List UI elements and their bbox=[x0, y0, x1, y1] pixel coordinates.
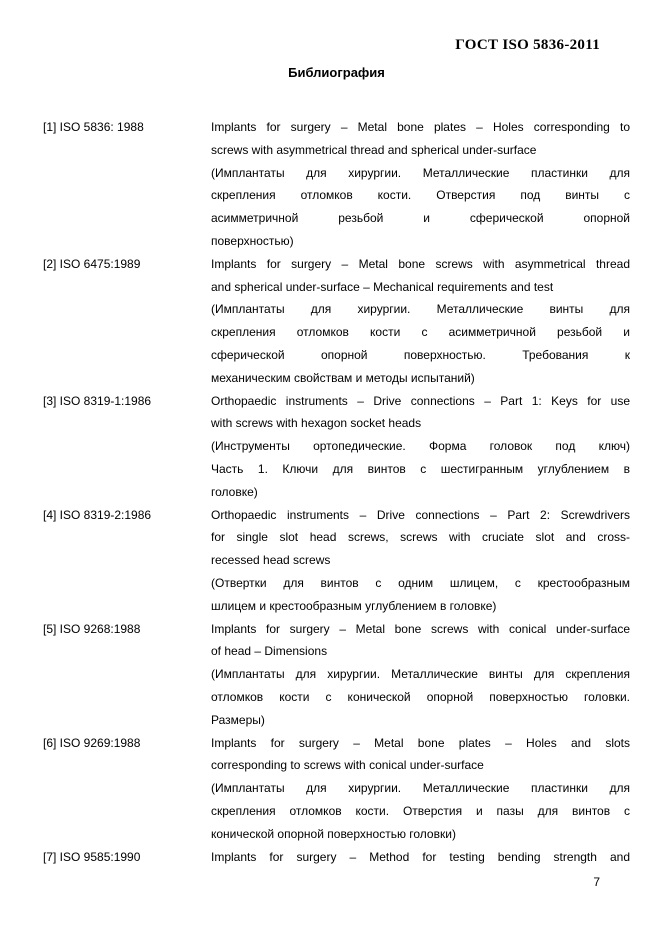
reference-entry bbox=[43, 390, 630, 504]
text-line: скрепления отломков кости. Отверстия под винты с bbox=[211, 188, 630, 203]
reference-label: [5] ISO 9268:1988 bbox=[43, 621, 141, 636]
reference-entry bbox=[43, 732, 630, 846]
reference-description bbox=[211, 732, 630, 846]
text-line: отломков кости с конической опорной поверхностью головки. bbox=[211, 689, 630, 704]
reference-label: [3] ISO 8319-1:1986 bbox=[43, 393, 152, 408]
text-line: поверхностью) bbox=[211, 233, 294, 248]
text-line: Orthopaedic instruments – Drive connections – Part 1: Keys for use bbox=[211, 393, 630, 408]
text-line: recessed head screws bbox=[211, 553, 331, 568]
reference-label: [7] ISO 9585:1990 bbox=[43, 849, 141, 864]
reference-entry bbox=[43, 504, 630, 618]
reference-title-ru bbox=[211, 298, 630, 389]
text-line: (Имплантаты для хирургии. Металлические винты для скрепления bbox=[211, 667, 630, 682]
reference-entry bbox=[43, 116, 630, 253]
text-line: (Инструменты ортопедические. Форма головок под ключ) bbox=[211, 439, 630, 454]
text-line: for single slot head screws, screws with cruciate slot and cross- bbox=[211, 530, 630, 545]
text-line: (Отвертки для винтов с одним шлицем, с крестообразным bbox=[211, 575, 630, 590]
text-line: (Имплантаты для хирургии. Металлические пластинки для bbox=[211, 781, 630, 796]
reference-description bbox=[211, 618, 630, 732]
reference-description bbox=[211, 846, 630, 869]
reference-title-en bbox=[211, 846, 630, 869]
reference-description bbox=[211, 390, 630, 504]
reference-label: [1] ISO 5836: 1988 bbox=[43, 120, 144, 134]
reference-description bbox=[211, 253, 630, 390]
page-number: 7 bbox=[593, 875, 600, 889]
bibliography-list bbox=[43, 116, 630, 868]
reference-title-en bbox=[211, 618, 630, 664]
text-line: сферической опорной поверхностью. Требования к bbox=[211, 347, 630, 362]
reference-label: [4] ISO 8319-2:1986 bbox=[43, 507, 152, 522]
text-line: Размеры) bbox=[211, 712, 265, 727]
text-line: Implants for surgery – Method for testing bending strength and bbox=[211, 849, 630, 864]
text-line: corresponding to screws with conical under-surface bbox=[211, 758, 484, 773]
reference-title-ru bbox=[211, 162, 630, 253]
text-line: screws with asymmetrical thread and spherical under-surface bbox=[211, 142, 537, 157]
document-header: ГОСТ ISO 5836-2011 bbox=[455, 37, 600, 53]
reference-entry bbox=[43, 846, 630, 869]
text-line: механическим свойствам и методы испытаний) bbox=[211, 370, 475, 385]
reference-title-en bbox=[211, 732, 630, 778]
reference-title-en bbox=[211, 116, 630, 162]
text-line: головке) bbox=[211, 484, 258, 499]
reference-label: [6] ISO 9269:1988 bbox=[43, 735, 141, 750]
reference-description bbox=[211, 504, 630, 618]
text-line: асимметричной резьбой и сферической опорной bbox=[211, 211, 630, 226]
reference-title-ru bbox=[211, 572, 630, 618]
reference-title-ru bbox=[211, 777, 630, 845]
text-line: конической опорной поверхностью головки) bbox=[211, 826, 456, 841]
text-line: скрепления отломков кости с асимметричной резьбой и bbox=[211, 325, 630, 340]
reference-title-ru bbox=[211, 435, 630, 503]
text-line: of head – Dimensions bbox=[211, 644, 328, 659]
text-line: Implants for surgery – Metal bone plates – Holes and slots bbox=[211, 735, 630, 750]
reference-entry bbox=[43, 253, 630, 390]
text-line: and spherical under-surface – Mechanical requirements and test bbox=[211, 279, 554, 294]
text-line: Implants for surgery – Metal bone screws with asymmetrical thread bbox=[211, 256, 630, 271]
text-line: with screws with hexagon socket heads bbox=[211, 416, 422, 431]
reference-title-ru bbox=[211, 663, 630, 731]
reference-label: [2] ISO 6475:1989 bbox=[43, 256, 141, 271]
text-line: скрепления отломков кости. Отверстия и пазы для винтов с bbox=[211, 803, 630, 818]
reference-title-en bbox=[211, 253, 630, 299]
reference-entry bbox=[43, 618, 630, 732]
text-line: Implants for surgery – Metal bone screws with conical under-surface bbox=[211, 621, 630, 636]
text-line: (Имплантаты для хирургии. Металлические винты для bbox=[211, 302, 630, 317]
text-line: (Имплантаты для хирургии. Металлические пластинки для bbox=[211, 165, 630, 180]
text-line: Implants for surgery – Metal bone plates – Holes corresponding to bbox=[211, 120, 630, 134]
reference-description bbox=[211, 116, 630, 253]
text-line: Часть 1. Ключи для винтов с шестигранным углублением в bbox=[211, 461, 630, 476]
page-title: Библиография bbox=[288, 65, 385, 80]
reference-title-en bbox=[211, 390, 630, 436]
reference-title-en bbox=[211, 504, 630, 572]
text-line: Orthopaedic instruments – Drive connections – Part 2: Screwdrivers bbox=[211, 507, 630, 522]
text-line: шлицем и крестообразным углублением в головке) bbox=[211, 598, 497, 613]
